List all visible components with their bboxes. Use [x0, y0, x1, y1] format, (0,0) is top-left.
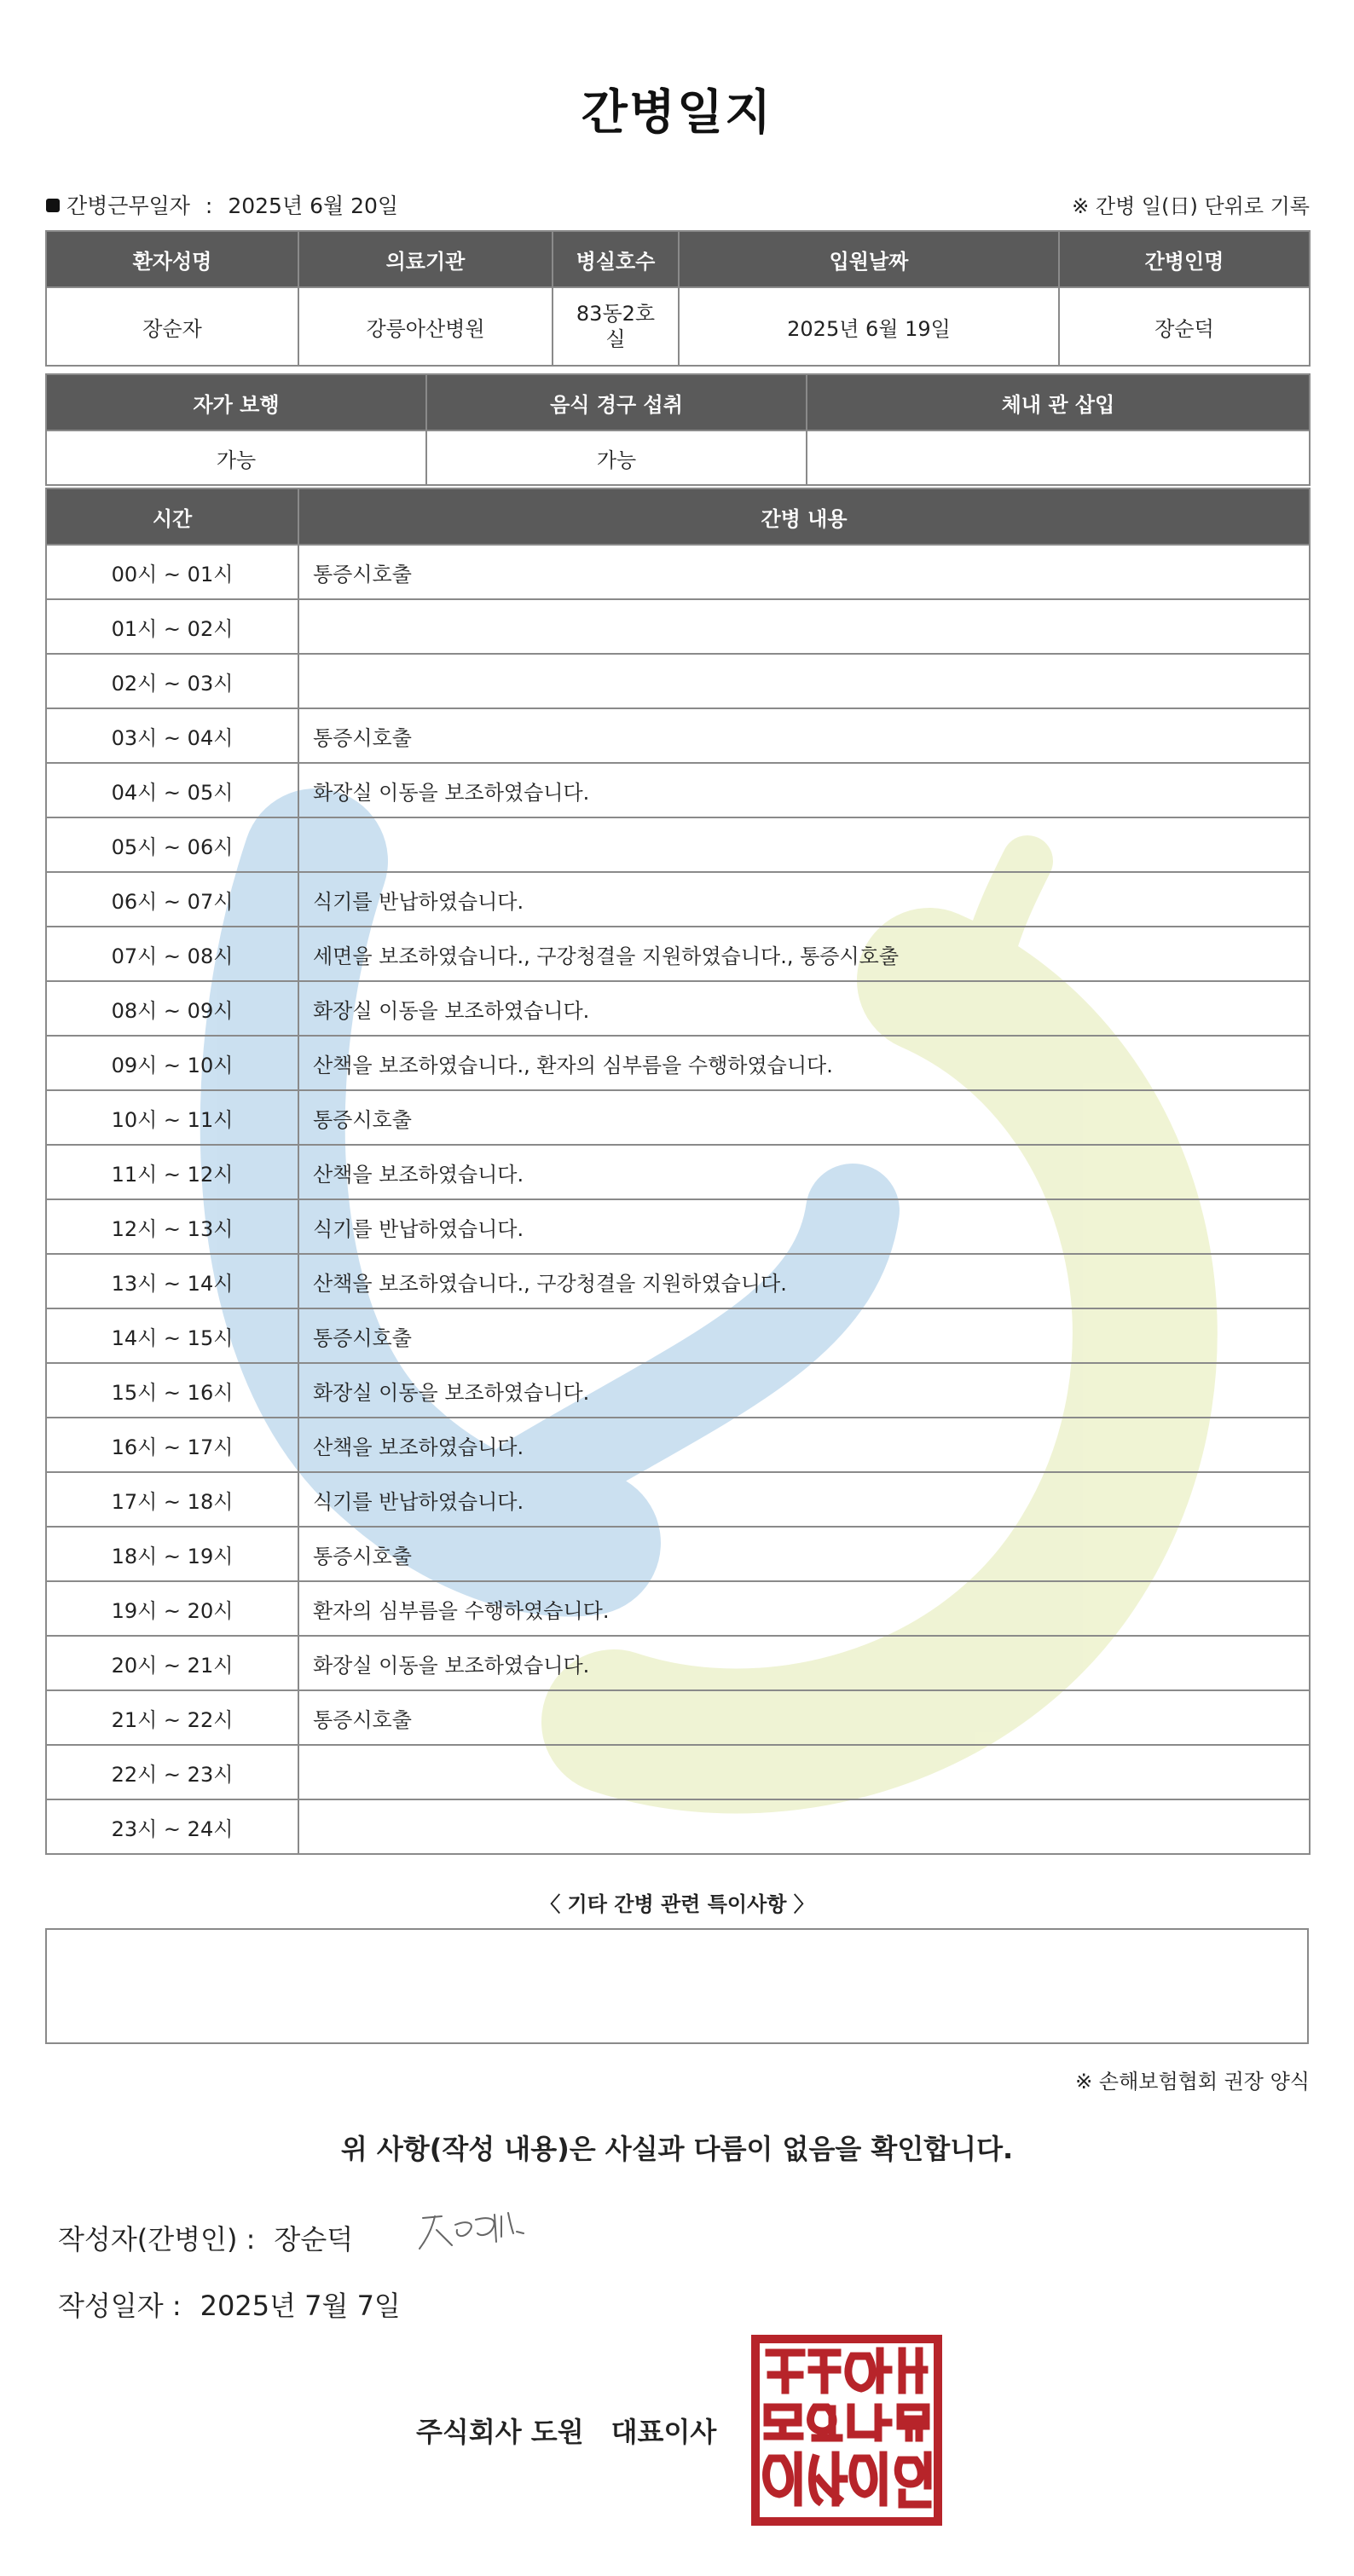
time-slot: 10시 ~ 11시: [46, 1090, 298, 1145]
care-log-table: [45, 488, 1311, 1855]
patient-header-row: [46, 231, 1310, 287]
time-slot: 03시 ~ 04시: [46, 708, 298, 763]
table-row: [46, 1636, 1310, 1690]
care-content: 식기를 반납하였습니다.: [298, 872, 1310, 927]
confirmation-statement: 위 사항(작성 내용)은 사실과 다름이 없음을 확인합니다.: [340, 2133, 1014, 2165]
header-patient-name: 환자성명: [46, 231, 298, 287]
care-log-body: [46, 545, 1310, 1854]
care-content: 산책을 보조하였습니다., 환자의 심부름을 수행하였습니다.: [298, 1036, 1310, 1090]
time-slot: 16시 ~ 17시: [46, 1418, 298, 1472]
table-row: [46, 1690, 1310, 1745]
time-slot: 00시 ~ 01시: [46, 545, 298, 599]
time-slot: 15시 ~ 16시: [46, 1363, 298, 1418]
patient-info-table: [45, 230, 1311, 367]
care-content: 통증시호출: [298, 1090, 1310, 1145]
care-content: 환자의 심부름을 수행하였습니다.: [298, 1581, 1310, 1636]
ceo-title: 대표이사: [610, 2416, 717, 2448]
care-content: 화장실 이동을 보조하였습니다.: [298, 1363, 1310, 1418]
table-row: [46, 872, 1310, 927]
care-content: 화장실 이동을 보조하였습니다.: [298, 763, 1310, 817]
table-row: [46, 817, 1310, 872]
care-content: 화장실 이동을 보조하였습니다.: [298, 1636, 1310, 1690]
time-slot: 11시 ~ 12시: [46, 1145, 298, 1199]
time-slot: 13시 ~ 14시: [46, 1254, 298, 1308]
header-room-number: 병실호수: [553, 231, 679, 287]
company-name: 주식회사 도원: [416, 2416, 584, 2448]
time-slot: 09시 ~ 10시: [46, 1036, 298, 1090]
time-slot: 08시 ~ 09시: [46, 981, 298, 1036]
hospital-name: 강릉아산병원: [298, 287, 553, 366]
header-tube-insertion: 체내 관 삽입: [807, 374, 1310, 430]
self-walking-value: 가능: [46, 430, 426, 485]
time-slot: 05시 ~ 06시: [46, 817, 298, 872]
time-slot: 04시 ~ 05시: [46, 763, 298, 817]
writer-line: [58, 2218, 353, 2257]
table-row: [46, 545, 1310, 599]
care-content: 통증시호출: [298, 1308, 1310, 1363]
header-oral-intake: 음식 경구 섭취: [426, 374, 807, 430]
time-slot: 23시 ~ 24시: [46, 1799, 298, 1854]
table-row: [46, 708, 1310, 763]
status-value-row: [46, 430, 1310, 485]
table-row: [46, 927, 1310, 981]
care-content: 통증시호출: [298, 1527, 1310, 1581]
table-row: [46, 981, 1310, 1036]
tube-insertion-value: [807, 430, 1310, 485]
time-slot: 21시 ~ 22시: [46, 1690, 298, 1745]
patient-name: 장순자: [46, 287, 298, 366]
room-number: 83동2호실: [553, 287, 679, 366]
table-row: [46, 599, 1310, 654]
notes-box: [45, 1928, 1309, 2044]
care-content: 산책을 보조하였습니다., 구강청결을 지원하였습니다.: [298, 1254, 1310, 1308]
time-slot: 19시 ~ 20시: [46, 1581, 298, 1636]
table-row: [46, 654, 1310, 708]
care-log-header-row: [46, 488, 1310, 545]
writer-name: 장순덕: [274, 2223, 354, 2255]
write-date-value: 2025년 7월 7일: [200, 2290, 401, 2322]
care-content: [298, 1799, 1310, 1854]
association-note: ※ 손해보험협회 권장 양식: [1075, 2070, 1310, 2094]
table-row: [46, 1090, 1310, 1145]
company-seal-stamp: [750, 2334, 943, 2527]
time-slot: 02시 ~ 03시: [46, 654, 298, 708]
handwritten-signature: [416, 2208, 553, 2259]
table-row: [46, 1581, 1310, 1636]
care-content: [298, 654, 1310, 708]
table-row: [46, 1527, 1310, 1581]
time-slot: 06시 ~ 07시: [46, 872, 298, 927]
care-content: 통증시호출: [298, 545, 1310, 599]
writer-label: 작성자(간병인) :: [58, 2223, 256, 2255]
oral-intake-value: 가능: [426, 430, 807, 485]
care-content: 식기를 반납하였습니다.: [298, 1472, 1310, 1527]
admission-date: 2025년 6월 19일: [679, 287, 1059, 366]
care-content: [298, 599, 1310, 654]
time-slot: 14시 ~ 15시: [46, 1308, 298, 1363]
table-row: [46, 1036, 1310, 1090]
patient-status-table: [45, 373, 1311, 486]
care-content: [298, 1745, 1310, 1799]
table-row: [46, 1145, 1310, 1199]
care-content: 세면을 보조하였습니다., 구강청결을 지원하였습니다., 통증시호출: [298, 927, 1310, 981]
header-care-content: 간병 내용: [298, 488, 1310, 545]
header-hospital: 의료기관: [298, 231, 553, 287]
table-row: [46, 1199, 1310, 1254]
work-date-label: 간병근무일자: [67, 193, 190, 218]
time-slot: 20시 ~ 21시: [46, 1636, 298, 1690]
table-row: [46, 1418, 1310, 1472]
time-slot: 12시 ~ 13시: [46, 1199, 298, 1254]
work-date-value: 2025년 6월 20일: [228, 193, 399, 218]
time-slot: 01시 ~ 02시: [46, 599, 298, 654]
time-slot: 22시 ~ 23시: [46, 1745, 298, 1799]
notes-title: 〈 기타 간병 관련 특이사항 〉: [540, 1892, 814, 1916]
time-slot: 07시 ~ 08시: [46, 927, 298, 981]
table-row: [46, 1308, 1310, 1363]
header-admission-date: 입원날짜: [679, 231, 1059, 287]
patient-value-row: [46, 287, 1310, 366]
status-header-row: [46, 374, 1310, 430]
work-date: [46, 189, 398, 220]
header-self-walking: 자가 보행: [46, 374, 426, 430]
table-row: [46, 1363, 1310, 1418]
care-content: 통증시호출: [298, 1690, 1310, 1745]
care-content: 산책을 보조하였습니다.: [298, 1145, 1310, 1199]
care-content: 통증시호출: [298, 708, 1310, 763]
time-slot: 17시 ~ 18시: [46, 1472, 298, 1527]
table-row: [46, 1799, 1310, 1854]
caregiver-name: 장순덕: [1059, 287, 1310, 366]
care-content: 화장실 이동을 보조하였습니다.: [298, 981, 1310, 1036]
time-slot: 18시 ~ 19시: [46, 1527, 298, 1581]
care-content: 산책을 보조하였습니다.: [298, 1418, 1310, 1472]
document-title: 간병일지: [581, 85, 773, 141]
table-row: [46, 1254, 1310, 1308]
write-date-label: 작성일자 :: [58, 2290, 182, 2322]
header-caregiver-name: 간병인명: [1059, 231, 1310, 287]
care-content: [298, 817, 1310, 872]
record-note: ※ 간병 일(日) 단위로 기록: [1072, 194, 1310, 218]
work-date-separator: :: [205, 193, 213, 218]
table-row: [46, 1472, 1310, 1527]
square-bullet-icon: [46, 199, 60, 212]
header-time: 시간: [46, 488, 298, 545]
write-date-line: [58, 2284, 401, 2324]
company-line: [416, 2411, 716, 2450]
table-row: [46, 1745, 1310, 1799]
care-content: 식기를 반납하였습니다.: [298, 1199, 1310, 1254]
table-row: [46, 763, 1310, 817]
